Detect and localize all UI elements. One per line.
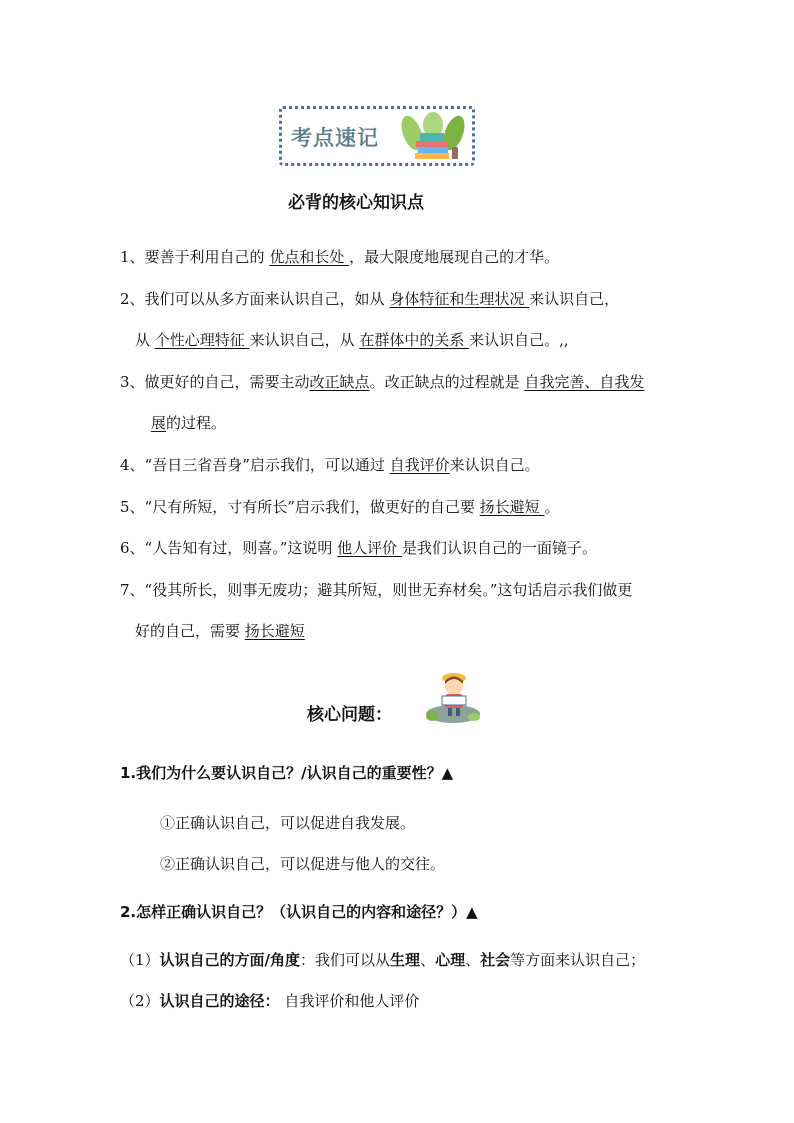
banner-title: 考点速记 (291, 126, 379, 150)
q1-item-2: ②正确认识自己，可以促进与他人的交往。 (160, 855, 446, 873)
point-7-continued: 好的自己，需要 扬长避短 (135, 622, 305, 640)
question-2-title: 2.怎样正确认识自己？（认识自己的内容和途径？）▲ (120, 903, 478, 921)
point-4: 4、“吾日三省吾身”启示我们，可以通过 自我评价来认识自己。 (120, 456, 540, 474)
point-2: 2、我们可以从多方面来认识自己，如从 身体特征和生理状况 来认识自己， (120, 290, 620, 308)
point-3-continued: 展的过程。 (151, 414, 227, 432)
point-2-continued: 从 个性心理特征 来认识自己，从 在群体中的关系 来认识自己。,, (135, 331, 569, 349)
point-7: 7、“役其所长，则事无废功；避其所短，则世无弃材矣。”这句话启示我们做更 (120, 581, 633, 599)
books-plant-icon (398, 111, 468, 161)
q2-line-1: （1）认识自己的方面/角度：我们可以从生理、心理、社会等方面来认识自己； (120, 951, 646, 969)
section-title: 必背的核心知识点 (288, 193, 424, 213)
point-6: 6、“人告知有过，则喜。”这说明 他人评价 是我们认识自己的一面镜子。 (120, 539, 597, 557)
core-title: 核心问题： (307, 705, 392, 725)
question-1-title: 1.我们为什么要认识自己？/认识自己的重要性？▲ (120, 764, 454, 782)
kaodian-banner (279, 106, 475, 166)
reading-child-icon (424, 670, 482, 724)
point-5: 5、“尺有所短，寸有所长”启示我们，做更好的自己要 扬长避短 。 (120, 498, 560, 516)
q1-item-1: ①正确认识自己，可以促进自我发展。 (160, 814, 416, 832)
q2-line-2: （2）认识自己的途径： 自我评价和他人评价 (120, 992, 420, 1010)
point-3: 3、做更好的自己，需要主动改正缺点。改正缺点的过程就是 自我完善、自我发 (120, 373, 645, 391)
point-1: 1、要善于利用自己的 优点和长处 ，最大限度地展现自己的才华。 (120, 248, 560, 266)
